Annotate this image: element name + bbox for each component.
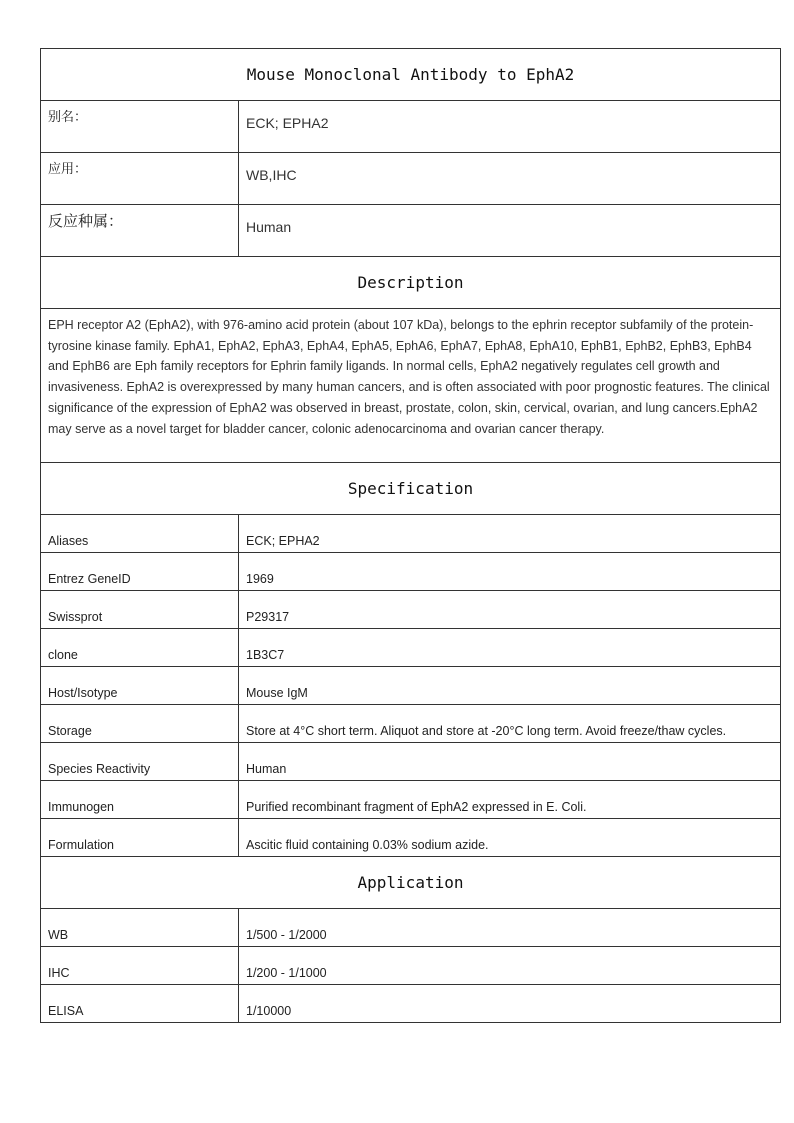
spec-row <box>41 667 780 705</box>
info-label: 应用： <box>41 153 239 204</box>
application-dilution: 1/10000 <box>246 1004 292 1018</box>
spec-label: Aliases <box>41 515 239 552</box>
section-heading-application <box>41 857 780 909</box>
application-row <box>41 909 780 947</box>
application-dilution: 1/500 - 1/2000 <box>246 928 327 942</box>
spec-row <box>41 743 780 781</box>
spec-value: Purified recombinant fragment of EphA2 expressed in E. Coli. <box>246 800 587 814</box>
spec-value: Mouse IgM <box>246 686 308 700</box>
application-label: WB <box>41 909 239 946</box>
spec-row <box>41 553 780 591</box>
spec-value: Human <box>246 762 287 776</box>
spec-value: ECK; EPHA2 <box>246 534 320 548</box>
spec-value: Ascitic fluid containing 0.03% sodium azide. <box>246 838 489 852</box>
spec-label: Host/Isotype <box>41 667 239 704</box>
spec-value: 1969 <box>246 572 274 586</box>
spec-value: Store at 4°C short term. Aliquot and store at -20°C long term. Avoid freeze/thaw cycles. <box>246 724 727 738</box>
section-heading-description <box>41 257 780 309</box>
info-row-reactivity <box>41 205 780 257</box>
spec-value: P29317 <box>246 610 290 624</box>
info-row-application <box>41 153 780 205</box>
application-row <box>41 985 780 1023</box>
info-value: ECK; EPHA2 <box>246 115 329 131</box>
section-heading-specification <box>41 463 780 515</box>
spec-value: 1B3C7 <box>246 648 285 662</box>
application-label: ELISA <box>41 985 239 1022</box>
title-row <box>41 49 780 101</box>
spec-label: Entrez GeneID <box>41 553 239 590</box>
spec-label: Immunogen <box>41 781 239 818</box>
spec-row <box>41 781 780 819</box>
spec-row <box>41 515 780 553</box>
datasheet-table <box>40 48 781 1023</box>
info-value: WB,IHC <box>246 167 297 183</box>
spec-label: Species Reactivity <box>41 743 239 780</box>
spec-label: clone <box>41 629 239 666</box>
info-value: Human <box>246 219 292 235</box>
description-text: EPH receptor A2 (EphA2), with 976-amino acid protein (about 107 kDa), belongs to the ephrin receptor subfamily of the protein-tyrosine kinase family. EphA1, EphA2, EphA3, EphA4, EphA5, EphA6, EphA7, EphA8, EphA10, EphB1, EphB2, EphB3, EphB4 and EphB6 are Eph family receptors for Ephrin family ligands. In normal cells, EphA2 negatively regulates cell growth and invasiveness. EphA2 is overexpressed by many human cancers, and is often associated with poor prognostic features. The clinical significance of the expression of EphA2 was observed in breast, prostate, colon, skin, cervical, ovarian, and lung cancers.EphA2 may serve as a novel target for bladder cancer, colonic adenocarcinoma and ovarian cancer therapy. <box>41 309 780 463</box>
application-label: IHC <box>41 947 239 984</box>
section-heading: Description <box>357 273 464 292</box>
spec-row <box>41 819 780 857</box>
application-dilution: 1/200 - 1/1000 <box>246 966 327 980</box>
section-heading: Application <box>357 873 464 892</box>
section-heading: Specification <box>347 479 474 498</box>
spec-label: Formulation <box>41 819 239 856</box>
info-label: 反应种属： <box>41 205 239 256</box>
spec-label: Swissprot <box>41 591 239 628</box>
spec-label: Storage <box>41 705 239 742</box>
info-row-aliases <box>41 101 780 153</box>
spec-row <box>41 591 780 629</box>
application-row <box>41 947 780 985</box>
info-label: 别名： <box>41 101 239 152</box>
spec-row <box>41 629 780 667</box>
spec-row <box>41 705 780 743</box>
page-title: Mouse Monoclonal Antibody to EphA2 <box>246 65 575 84</box>
